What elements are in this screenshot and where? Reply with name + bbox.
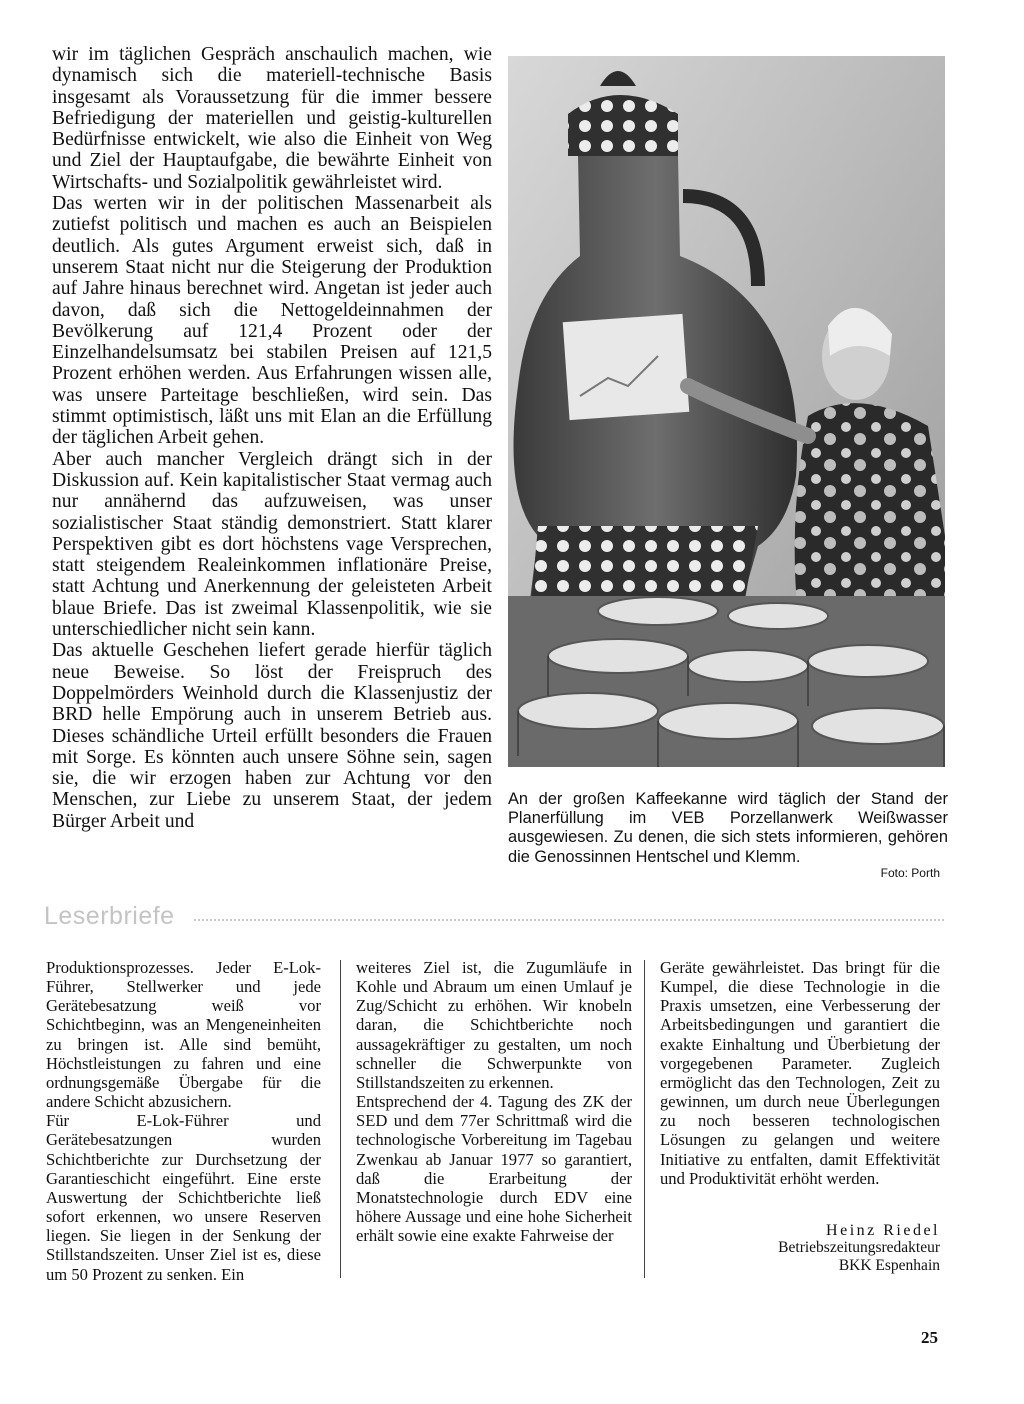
letter-paragraph: Entsprechend der 4. Tagung des ZK der SED und dem 77er Schrittmaß wird die technologische Vorbereitung im Tagebau Zwenkau ab Januar 1977 so garantiert, daß die Erarbeitung der Monatstechnologie durch EDV eine höhere Aussage und eine hohe Sicherheit erhält sowie eine exakte Fahrweise der: [356, 1092, 632, 1246]
letter-column-1: [46, 958, 321, 1284]
article-column: [52, 44, 492, 832]
author-signature: [778, 1222, 940, 1274]
letter-column-3: [660, 958, 940, 1188]
article-paragraph-1: wir im täglichen Gespräch anschaulich machen, wie dynamisch sich die materiell-technische Basis insgesamt als Voraussetzung für die immer bessere Befriedigung der materiellen und geistig-kulturellen Bedürfnisse entwickelt, wie also die Einheit von Weg und Ziel der Hauptaufgabe, die bewährte Einheit von Wirtschafts- und Sozialpolitik gewährleistet wird.: [52, 44, 492, 193]
section-label: Leserbriefe: [44, 902, 175, 930]
letter-paragraph: Für E-Lok-Führer und Gerätebesatzungen wurden Schichtberichte zur Durchsetzung der Garantieschicht eingeführt. Eine erste Auswertung der Schichtberichte ließ sofort erkennen, wo unsere Reserven liegen. Sie liegen in der Senkung der Stillstandszeiten. Unser Ziel ist es, diese um 50 Prozent zu senken. Ein: [46, 1111, 321, 1284]
letter-paragraph: weiteres Ziel ist, die Zugumläufe in Kohle und Abraum um einen Umlauf je Zug/Schicht zu erhöhen. Wir knobeln daran, die Schichtberichte noch aussagekräftiger zu gestalten, um noch schneller die Schwerpunkte von Stillstandszeiten zu erkennen.: [356, 958, 632, 1092]
photo-credit: Foto: Porth: [880, 866, 940, 880]
letter-paragraph: Produktionsprozesses. Jeder E-Lok-Führer, Stellwerker und jede Gerätebesatzung weiß vor Schichtbeginn, was an Mengeneinheiten zu bringen ist. Alle sind bemüht, Höchstleistungen zu fahren und eine ordnungsgemäße Übergabe für die andere Schicht abzusichern.: [46, 958, 321, 1112]
letter-column-2: [356, 958, 632, 1245]
photo-illustration: [508, 56, 945, 767]
letter-paragraph: Geräte gewährleistet. Das bringt für die Kumpel, die diese Technologie in die Praxis umsetzen, eine Verbesserung der Arbeitsbedingungen und garantiert die exakte Einhaltung und Überbietung der vorgegebenen Parameter. Zugleich ermöglicht das den Technologen, Zeit zu gewinnen, um durch neue Überlegungen zu noch besseren technologischen Lösungen zu gelangen und weitere Initiative zu entfalten, damit Effektivität und Produktivität erhöht werden.: [660, 958, 940, 1188]
section-header: [44, 902, 944, 934]
page-number: 25: [921, 1328, 938, 1347]
coffee-pot-photo: [508, 56, 945, 767]
article-paragraph-3: Aber auch mancher Vergleich drängt sich in der Diskussion auf. Kein kapitalistischer Staat vermag auch nur annähernd das aufzuweisen, was unser sozialistischer Staat ständig demonstriert. Statt klarer Perspektiven gibt es dort höchstens vage Versprechen, statt steigendem Realeinkommen inflationäre Preise, statt Achtung und Anerkennung der geleisteten Arbeit blaue Briefe. Das ist zweimal Klassenpolitik, wie sie unterschiedlicher nicht sein kann.: [52, 448, 492, 641]
column-divider: [340, 960, 341, 1278]
column-divider: [644, 960, 645, 1278]
article-paragraph-4: Das aktuelle Geschehen liefert gerade hierfür täglich neue Beweise. So löst der Freispruch des Doppelmörders Weinhold durch die Klassenjustiz der BRD helle Empörung auch in unserem Betrieb aus. Dieses schändliche Urteil erfüllt besonders die Frauen mit Sorge. Es könnten auch unsere Söhne sein, sagen sie, die wir erzogen haben zur Achtung vor den Menschen, zur Liebe zu unserem Staat, der jedem Bürger Arbeit und: [52, 640, 492, 832]
author-organization: BKK Espenhain: [838, 1256, 940, 1274]
photo-caption: An der großen Kaffeekanne wird täglich der Stand der Planerfüllung im VEB Porzellanwerk Weißwasser ausgewiesen. Zu denen, die sich stets informieren, gehören die Genossinnen Hentschel und Klemm.: [508, 790, 948, 866]
author-name: Heinz Riedel: [826, 1222, 940, 1239]
article-paragraph-2: Das werten wir in der politischen Massenarbeit als zutiefst politisch und machen es auch an Beispielen deutlich. Als gutes Argument erweist sich, daß in unserem Staat nicht nur die Steigerung der Produktion auf Jahre hinaus berechnet wird. Angetan ist jeder auch davon, daß sich die Nettogeldeinnahmen der Bevölkerung auf 121,4 Prozent oder der Einzelhandelsumsatz bei stabilen Preisen auf 121,5 Prozent erhöhen werden. Aus Erfahrungen wissen alle, was unsere Parteitage beschließen, wird sein. Das stimmt optimistisch, läßt uns mit Elan an die Erfüllung der täglichen Arbeit gehen.: [52, 193, 492, 449]
section-divider: [194, 919, 944, 921]
author-role: Betriebszeitungsredakteur: [778, 1239, 940, 1257]
